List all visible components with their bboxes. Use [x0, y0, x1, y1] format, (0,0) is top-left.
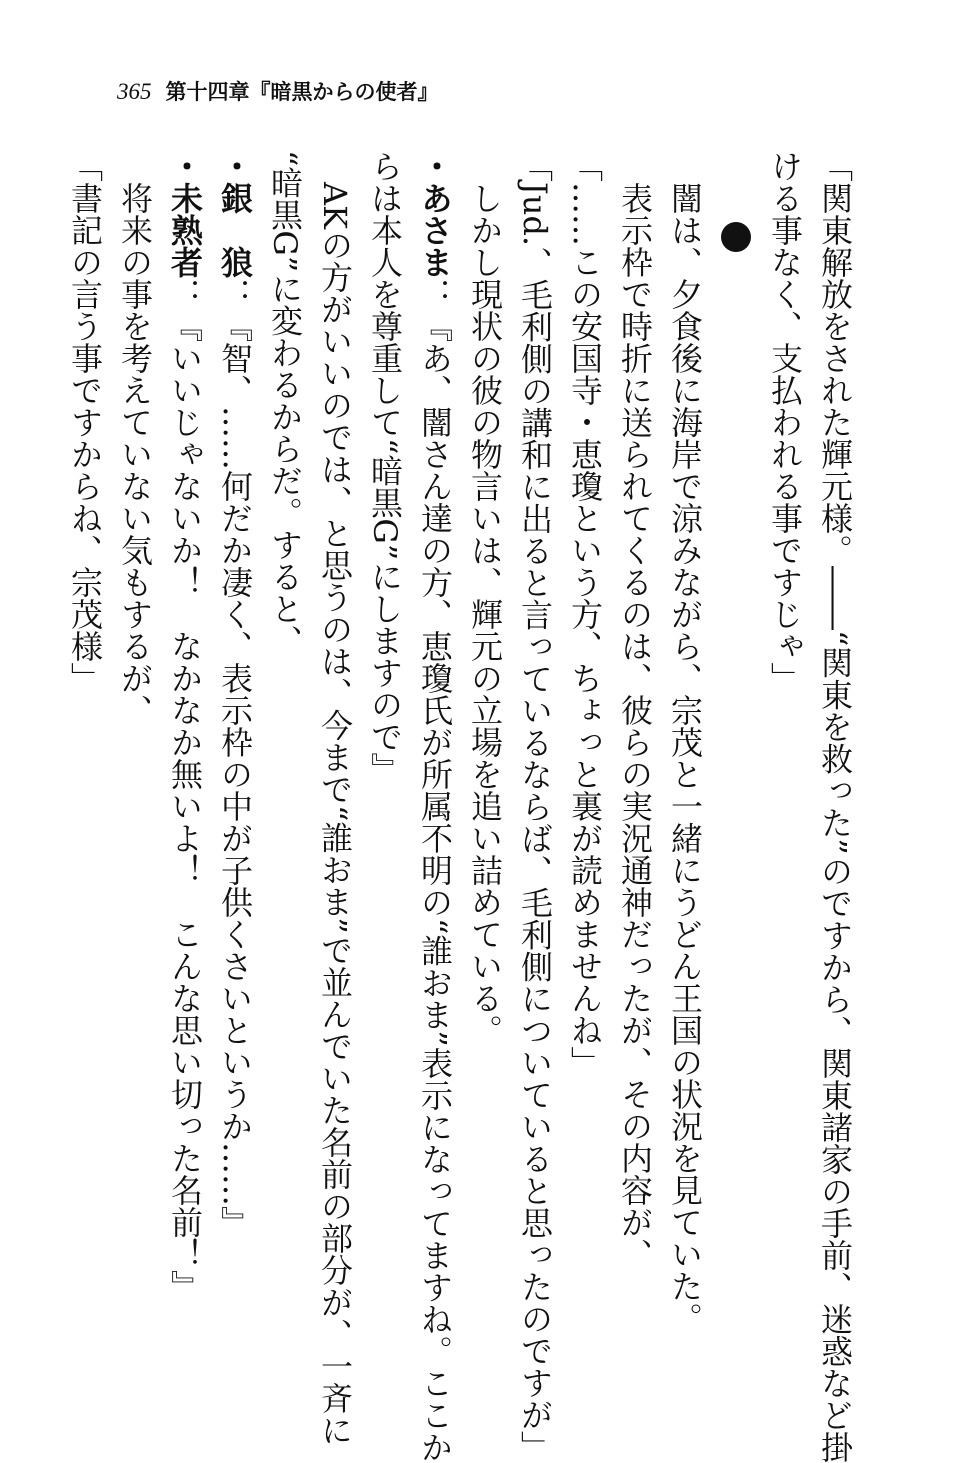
page-number: 365	[117, 79, 152, 104]
text-line: 「書記の言う事ですからね、宗茂様」	[66, 150, 104, 694]
novel-text-block	[60, 150, 860, 1463]
scene-break	[710, 150, 760, 1300]
text-line: 「……この安国寺・恵瓊という方、ちょっと裏が読めませんね」	[566, 150, 604, 1078]
text-line: “暗黒G”に変わるからだ。すると、	[266, 150, 304, 657]
dialogue-text: ：『いいじゃないか！ なかなか無いよ！ こんな思い切った名前！』	[166, 278, 204, 1302]
dialogue-line	[410, 150, 460, 1463]
dialogue-text: ：『智、……何だか凄く、表示枠の中が子供くさいというか……』	[216, 278, 254, 1238]
text-line: AKの方がいいのでは、と思うのは、今まで“誰おま”で並んでいた名前の部分が、一斉に	[316, 182, 354, 1446]
text-line: らは本人を尊重して“暗黒G”にしますので』	[366, 150, 404, 785]
text-line: しかし現状の彼の物言いは、輝元の立場を追い詰めている。	[466, 182, 504, 1046]
text-line: 闇は、夕食後に海岸で涼みながら、宗茂と一緒にうどん王国の状況を見ていた。	[666, 182, 704, 1334]
speaker-label: ・あさま	[416, 150, 454, 278]
dialogue-line	[160, 150, 210, 1300]
text-line: 「関東解放をされた輝元様。――“関東を救った”のですから、関東諸家の手前、迷惑など掛	[816, 150, 854, 1463]
speaker-label: ・銀 狼	[216, 150, 254, 278]
text-line: 表示枠で時折に送られてくるのは、彼らの実況通神だったが、その内容が、	[616, 182, 654, 1270]
text-line: 将来の事を考えていない気もするが、	[116, 182, 154, 726]
chapter-title: 第十四章『暗黒からの使者』	[165, 79, 439, 104]
page-header	[117, 76, 439, 106]
dialogue-text: ：『あ、闇さん達の方、恵瓊氏が所属不明の“誰おま”表示になってますね。ここか	[416, 278, 454, 1463]
text-line: ける事なく、支払われる事ですじゃ」	[766, 150, 804, 694]
dialogue-line	[210, 150, 260, 1300]
text-line: 「Jud.、毛利側の講和に出ると言っているならば、毛利側についていると思ったのですが」	[516, 150, 554, 1463]
scene-break-dot-icon	[721, 222, 751, 252]
speaker-label: ・未熟者	[166, 150, 204, 278]
